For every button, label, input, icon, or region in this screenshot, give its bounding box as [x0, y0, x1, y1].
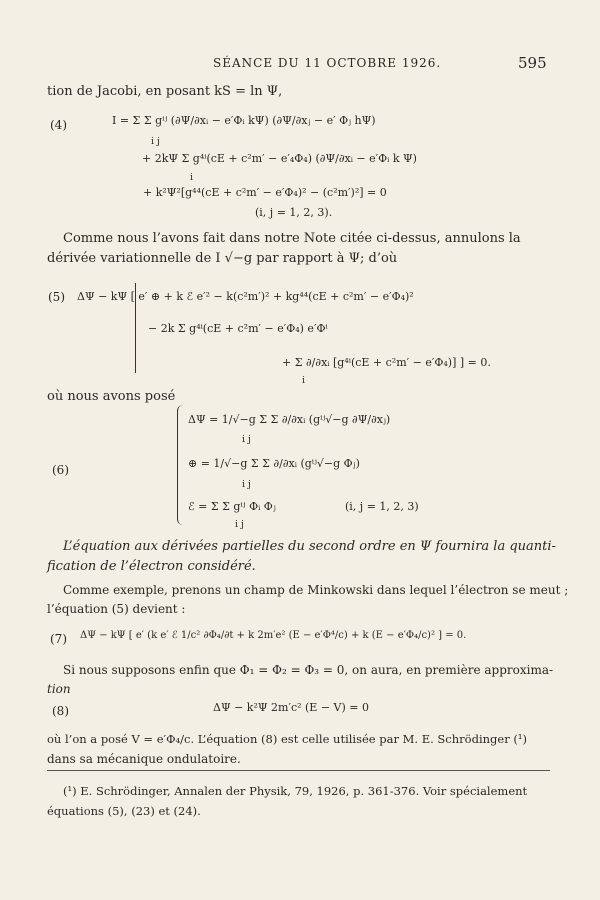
- running-head: SÉANCE DU 11 OCTOBRE 1926.: [213, 56, 442, 70]
- footnote-rule: [47, 770, 550, 771]
- paragraph-4-line-1: Si nous supposons enfin que Φ₁ = Φ₂ = Φ₃ = 0, on aura, en première approxima-: [63, 663, 554, 677]
- equation-6-line-3-subscripts: i j: [235, 519, 245, 530]
- equation-6-line-2-subscripts: i j: [242, 479, 252, 490]
- equation-5-line-2: − 2k Σ g⁴ⁱ(cE + c²m′ − e′Φ₄) e′Φⁱ: [148, 322, 328, 335]
- page-header: [0, 56, 600, 76]
- paragraph-3-line-2: l’équation (5) devient :: [47, 602, 186, 616]
- paragraph-1-line-1: Comme nous l’avons fait dans notre Note citée ci-dessus, annulons la: [63, 231, 521, 246]
- equation-6-line-1: ΔΨ = 1/√−g Σ Σ ∂/∂xᵢ (gⁱʲ√−g ∂Ψ/∂xⱼ): [188, 413, 391, 426]
- italic-statement-line-2: fication de l’électron considéré.: [47, 559, 256, 574]
- equation-4-line-1-subscripts: i j: [151, 136, 161, 147]
- equation-6-line-1-subscripts: i j: [242, 434, 252, 445]
- equation-8-line-1: ΔΨ − k²Ψ 2m′c² (E − V) = 0: [213, 701, 369, 714]
- equation-7-line-1: ΔΨ − kΨ [ e′ (k e′ ℰ 1/c² ∂Φ₄/∂t + k 2m′e² (E − e′Φ⁴/c) + k (E − e′Φ₄/c)² ] = 0.: [80, 630, 467, 641]
- paragraph-2: où nous avons posé: [47, 389, 176, 404]
- paragraph-5-line-1: où l’on a posé V = e′Φ₄/c. L’équation (8) est celle utilisée par M. E. Schrödinger (¹): [47, 732, 527, 746]
- equation-6-line-2: ⊕ = 1/√−g Σ Σ ∂/∂xᵢ (gⁱʲ√−g Φⱼ): [188, 457, 360, 470]
- equation-5-line-1: ΔΨ − kΨ [ e′ ⊕ + k ℰ e′² − k(c²m′)² + kg⁴⁴(cE + c²m′ − e′Φ₄)²: [77, 290, 414, 303]
- equation-8-number: (8): [52, 704, 69, 718]
- equation-4-line-4: (i, j = 1, 2, 3).: [255, 206, 333, 219]
- equation-6-line-3-range: (i, j = 1, 2, 3): [345, 500, 419, 513]
- paragraph-4-line-2: tion: [47, 682, 71, 696]
- equation-5-line-3-subscript: i: [302, 375, 306, 386]
- paragraph-5-line-2: dans sa mécanique ondulatoire.: [47, 752, 241, 766]
- equation-4-line-3: + k²Ψ²[g⁴⁴(cE + c²m′ − e′Φ₄)² − (c²m′)²] = 0: [143, 186, 387, 199]
- equation-4-line-1: I = Σ Σ gⁱʲ (∂Ψ/∂xᵢ − e′Φᵢ kΨ) (∂Ψ/∂xⱼ − e′ Φⱼ hΨ): [112, 114, 376, 127]
- equation-4-line-2: + 2kΨ Σ g⁴ⁱ(cE + c²m′ − e′₄Φ₄) (∂Ψ/∂xᵢ − e′Φᵢ k Ψ): [142, 152, 417, 165]
- equation-6-line-3: ℰ = Σ Σ gⁱʲ Φᵢ Φⱼ: [188, 500, 276, 513]
- equation-6-brace: [177, 405, 184, 525]
- equation-4-number: (4): [50, 118, 67, 132]
- equation-6-number: (6): [52, 463, 69, 477]
- footnote-line-2: équations (5), (23) et (24).: [47, 804, 201, 818]
- paragraph-3-line-1: Comme exemple, prenons un champ de Minkowski dans lequel l’électron se meut ;: [63, 583, 569, 597]
- equation-5-line-3: + Σ ∂/∂xᵢ [g⁴ⁱ(cE + c²m′ − e′Φ₄)] ] = 0.: [282, 356, 491, 369]
- footnote-line-1: (¹) E. Schrödinger, Annalen der Physik, 79, 1926, p. 361-376. Voir spécialement: [63, 784, 528, 798]
- paragraph-1-line-2: dérivée variationnelle de I √−g par rapport à Ψ; d’où: [47, 251, 398, 266]
- equation-5-number: (5): [48, 290, 65, 304]
- page-number: 595: [518, 54, 547, 72]
- equation-7-number: (7): [50, 632, 67, 646]
- italic-statement-line-1: L’équation aux dérivées partielles du second ordre en Ψ fournira la quanti-: [63, 539, 556, 554]
- intro-text: tion de Jacobi, en posant kS = ln Ψ,: [47, 84, 283, 99]
- equation-4-line-2-subscript: i: [190, 172, 194, 183]
